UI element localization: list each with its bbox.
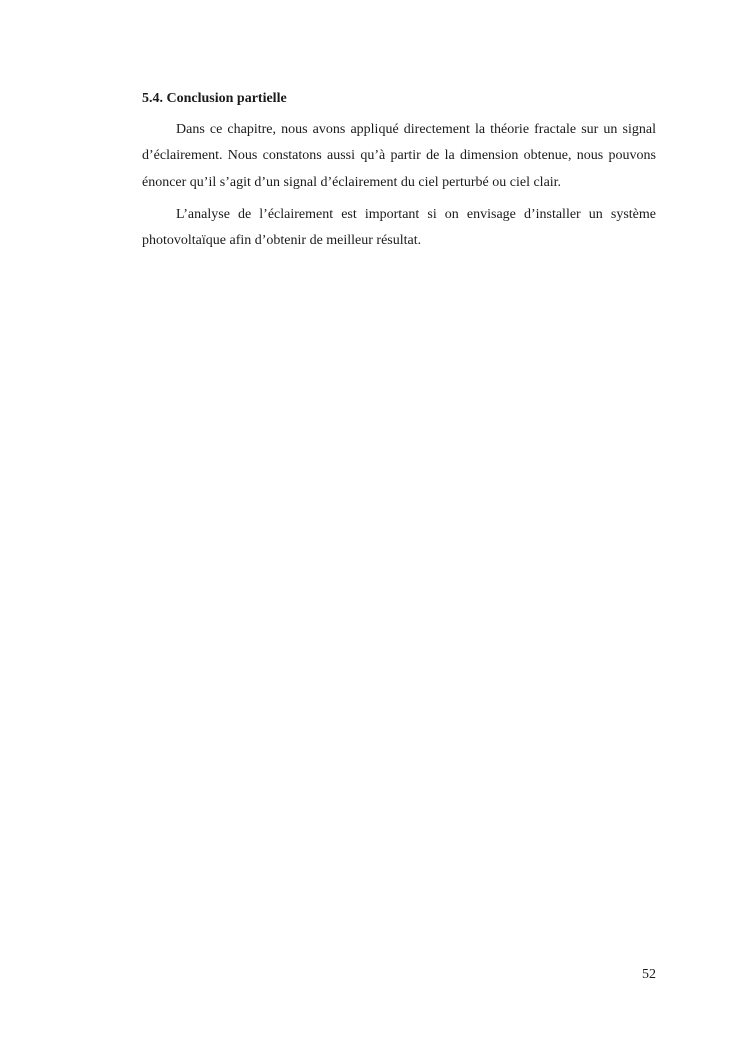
page-content [142,89,656,254]
paragraph-1: Dans ce chapitre, nous avons appliqué directement la théorie fractale sur un signal d’éclairement. Nous constatons aussi qu’à partir de la dimension obtenue, nous pouvons énoncer qu’il s’agit d’un signal d’éclairement du ciel perturbé ou ciel clair. [142,122,656,190]
section-heading: 5.4. Conclusion partielle [142,91,287,106]
paragraph-2: L’analyse de l’éclairement est important si on envisage d’installer un système photovoltaïque afin d’obtenir de meilleur résultat. [142,206,656,249]
page-number: 52 [642,967,656,982]
